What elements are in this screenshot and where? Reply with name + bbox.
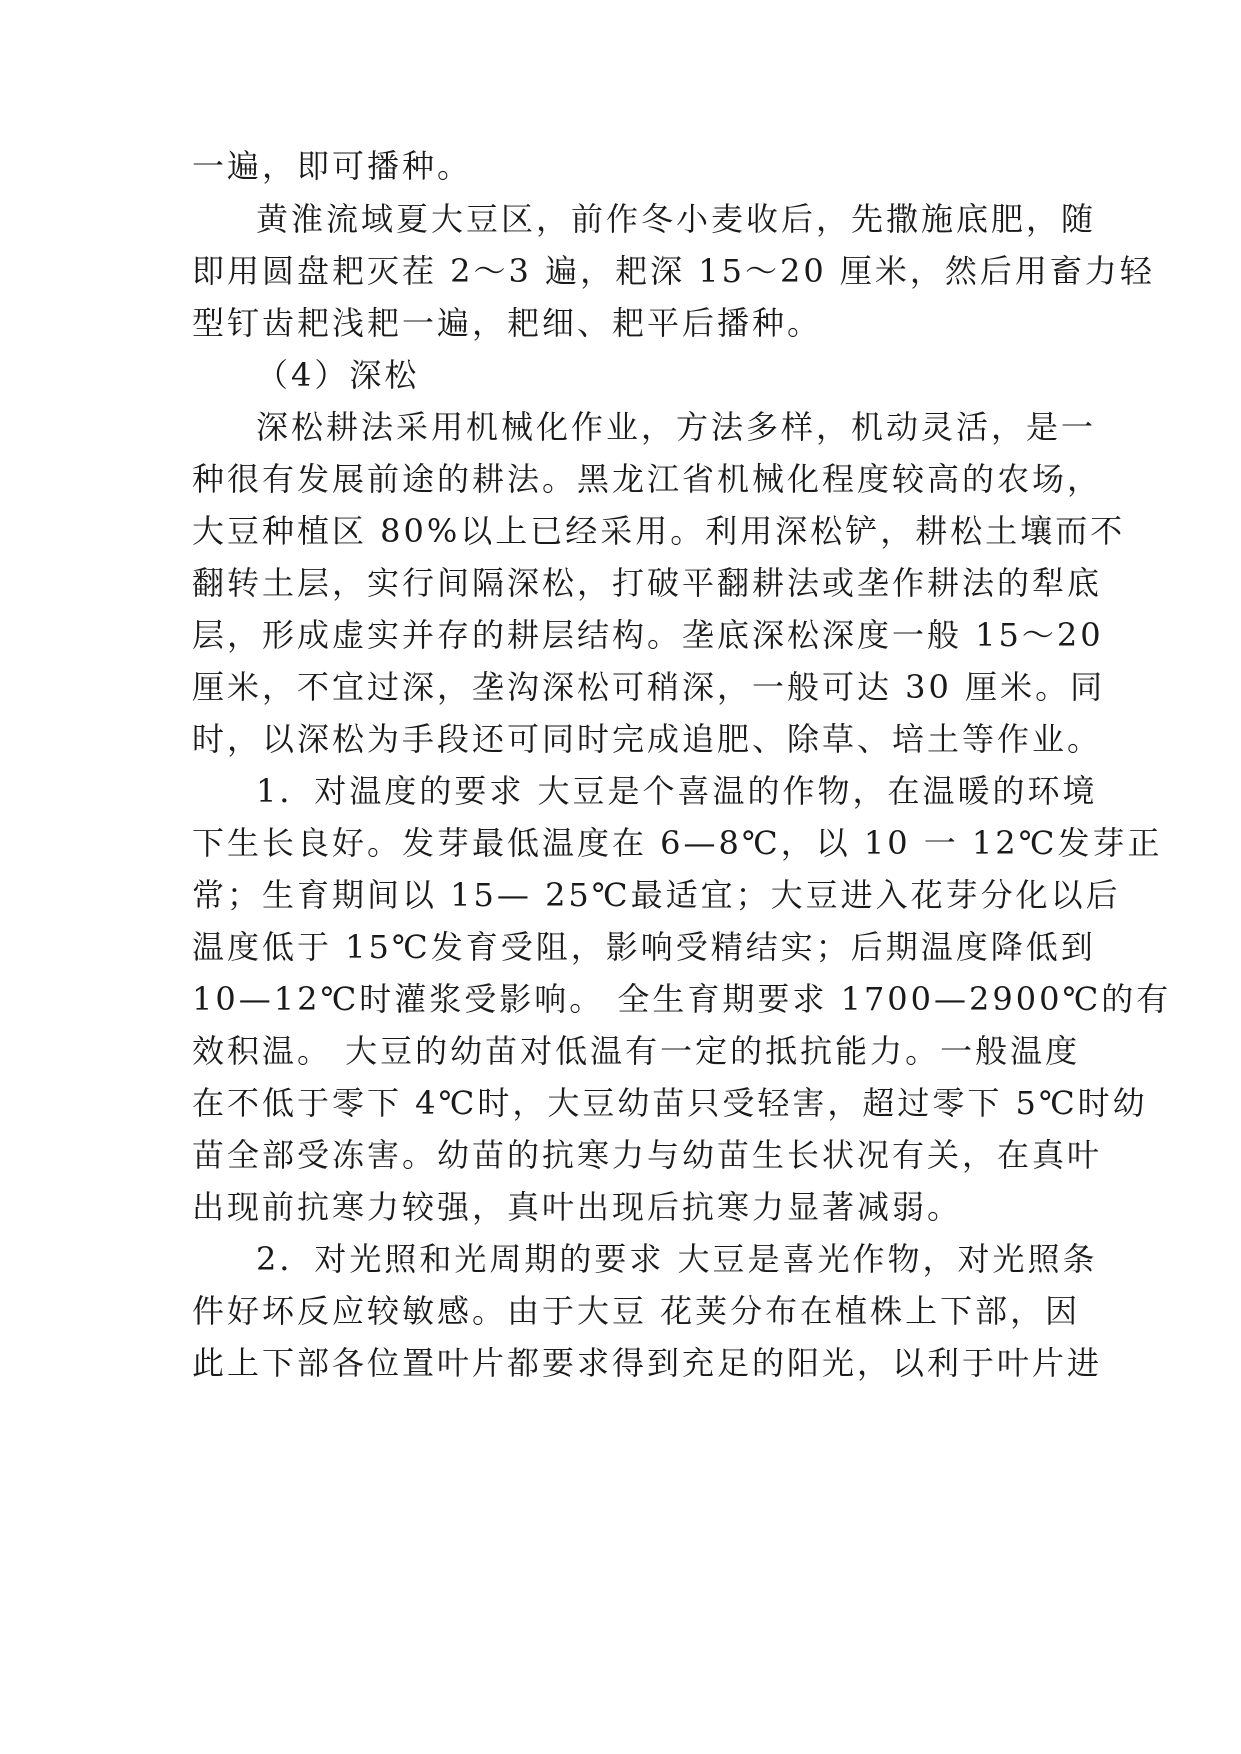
- section-heading: （4）深松: [256, 356, 420, 394]
- text-line: 种很有发展前途的耕法。黑龙江省机械化程度较高的农场，: [192, 460, 1103, 498]
- text-line: 10—12℃时灌浆受影响。 全生育期要求 1700—2900℃的有: [192, 980, 1172, 1018]
- text-line: 此上下部各位置叶片都要求得到充足的阳光，以利于叶片进: [192, 1344, 1103, 1382]
- text-line: 件好坏反应较敏感。由于大豆 花荚分布在植株上下部，因: [192, 1292, 1081, 1330]
- text-line: 一遍，即可播种。: [192, 147, 473, 185]
- paragraph-first-line: 黄淮流域夏大豆区，前作冬小麦收后，先撒施底肥，随: [256, 200, 1097, 238]
- text-line: 厘米，不宜过深，垄沟深松可稍深，一般可达 30 厘米。同: [192, 668, 1106, 706]
- text-line: 常；生育期间以 15— 25℃最适宜；大豆进入花芽分化以后: [192, 876, 1121, 914]
- paragraph-first-line: 深松耕法采用机械化作业，方法多样，机动灵活，是一: [256, 408, 1097, 446]
- paragraph-first-line: 1．对温度的要求 大豆是个喜温的作物，在温暖的环境: [256, 772, 1098, 810]
- text-line: 翻转土层，实行间隔深松，打破平翻耕法或垄作耕法的犁底: [192, 564, 1103, 602]
- text-line: 下生长良好。发芽最低温度在 6—8℃，以 10 一 12℃发芽正: [192, 824, 1163, 862]
- text-line: 时，以深松为手段还可同时完成追肥、除草、培土等作业。: [192, 720, 1103, 758]
- text-line: 出现前抗寒力较强，真叶出现后抗寒力显著减弱。: [192, 1188, 963, 1226]
- text-line: 在不低于零下 4℃时，大豆幼苗只受轻害，超过零下 5℃时幼: [192, 1084, 1148, 1122]
- paragraph-first-line: 2．对光照和光周期的要求 大豆是喜光作物，对光照条: [256, 1240, 1098, 1278]
- text-line: 温度低于 15℃发育受阻，影响受精结实；后期温度降低到: [192, 928, 1096, 966]
- text-line: 效积温。 大豆的幼苗对低温有一定的抵抗能力。一般温度: [192, 1032, 1081, 1070]
- text-line: 大豆种植区 80%以上已经采用。利用深松铲，耕松土壤而不: [192, 512, 1126, 550]
- text-line: 苗全部受冻害。幼苗的抗寒力与幼苗生长状况有关，在真叶: [192, 1136, 1103, 1174]
- text-line: 型钉齿耙浅耙一遍，耙细、耙平后播种。: [192, 304, 823, 342]
- text-line: 即用圆盘耙灭茬 2～3 遍，耙深 15～20 厘米，然后用畜力轻: [192, 252, 1155, 290]
- text-line: 层，形成虚实并存的耕层结构。垄底深松深度一般 15～20: [192, 616, 1104, 654]
